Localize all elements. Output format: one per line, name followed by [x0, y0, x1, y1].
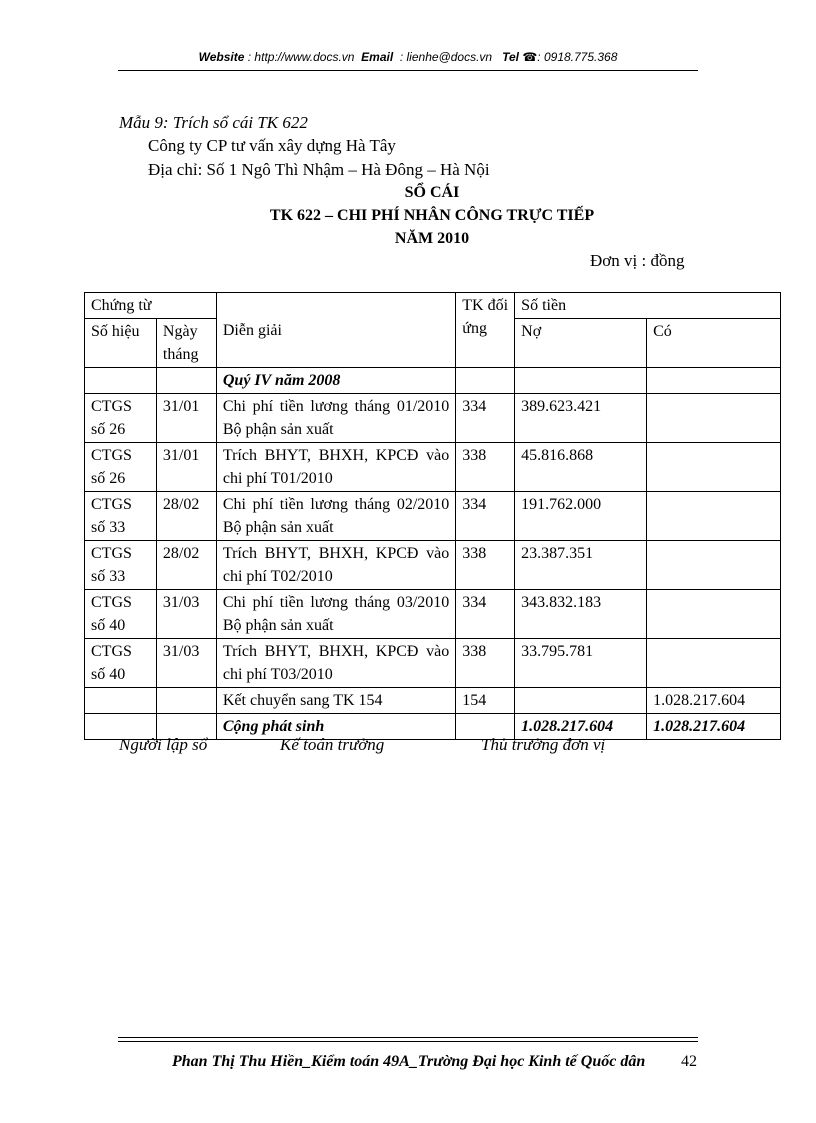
- debit-amount: 45.816.868: [515, 443, 647, 492]
- tel-value: : 0918.775.368: [537, 50, 618, 64]
- voucher-no: CTGS số 26: [85, 394, 157, 443]
- credit-amount: [647, 541, 781, 590]
- description: Trích BHYT, BHXH, KPCĐ vào chi phí T03/2010: [216, 639, 455, 688]
- footer-divider: [118, 1041, 698, 1042]
- total-label: Cộng phát sinh: [216, 714, 455, 740]
- section-row: [85, 368, 781, 394]
- contra-account: 334: [456, 394, 515, 443]
- description: Trích BHYT, BHXH, KPCĐ vào chi phí T01/2010: [216, 443, 455, 492]
- form-label: Mẫu 9: Trích sổ cái TK 622: [119, 113, 308, 132]
- voucher-date: 31/01: [156, 443, 216, 492]
- table-row: [85, 492, 781, 541]
- voucher-date: 31/01: [156, 394, 216, 443]
- contra-account: 338: [456, 639, 515, 688]
- header-contra-account: TK đối ứng: [456, 293, 515, 368]
- contra-account: 334: [456, 590, 515, 639]
- document-year: NĂM 2010: [394, 230, 470, 247]
- description: Chi phí tiền lương tháng 02/2010 Bộ phận sản xuất: [216, 492, 455, 541]
- header-voucher-no: Số hiệu: [85, 319, 157, 368]
- transfer-credit: 1.028.217.604: [647, 688, 781, 714]
- ledger-table: [84, 292, 781, 740]
- transfer-debit: [515, 688, 647, 714]
- debit-amount: 389.623.421: [515, 394, 647, 443]
- credit-amount: [647, 590, 781, 639]
- description: Chi phí tiền lương tháng 03/2010 Bộ phận sản xuất: [216, 590, 455, 639]
- table-row: [85, 443, 781, 492]
- signature-preparer: Người lập sổ: [119, 735, 208, 754]
- section-label: Quý IV năm 2008: [216, 368, 455, 394]
- table-row: [85, 639, 781, 688]
- debit-amount: 33.795.781: [515, 639, 647, 688]
- voucher-date: 28/02: [156, 541, 216, 590]
- header-description: Diễn giải: [216, 293, 455, 368]
- description: Trích BHYT, BHXH, KPCĐ vào chi phí T02/2010: [216, 541, 455, 590]
- tel-label: Tel: [502, 50, 519, 64]
- debit-amount: 343.832.183: [515, 590, 647, 639]
- transfer-row: [85, 688, 781, 714]
- total-credit: 1.028.217.604: [647, 714, 781, 740]
- voucher-no: CTGS số 40: [85, 590, 157, 639]
- contra-account: 338: [456, 541, 515, 590]
- contra-account: 334: [456, 492, 515, 541]
- header-divider: [118, 70, 698, 71]
- header-debit: Nợ: [515, 319, 647, 368]
- header-amount: Số tiền: [515, 293, 781, 319]
- voucher-no: CTGS số 33: [85, 492, 157, 541]
- header-voucher-date: Ngày tháng: [156, 319, 216, 368]
- header-voucher: Chứng từ: [85, 293, 217, 319]
- voucher-date: 31/03: [156, 590, 216, 639]
- signature-head-of-unit: Thủ trưởng đơn vị: [481, 735, 606, 754]
- signature-chief-accountant: Kế toán trưởng: [280, 735, 385, 754]
- voucher-no: CTGS số 33: [85, 541, 157, 590]
- credit-amount: [647, 443, 781, 492]
- phone-icon: ☎: [522, 50, 538, 64]
- website-label: Website: [198, 50, 245, 64]
- transfer-account: 154: [456, 688, 515, 714]
- email-label: Email: [361, 50, 394, 64]
- voucher-date: 31/03: [156, 639, 216, 688]
- voucher-date: 28/02: [156, 492, 216, 541]
- credit-amount: [647, 394, 781, 443]
- footer-divider: [118, 1037, 698, 1038]
- transfer-description: Kết chuyển sang TK 154: [216, 688, 455, 714]
- document-subtitle: TK 622 – CHI PHÍ NHÂN CÔNG TRỰC TIẾP: [269, 207, 595, 224]
- voucher-no: CTGS số 40: [85, 639, 157, 688]
- description: Chi phí tiền lương tháng 01/2010 Bộ phận sản xuất: [216, 394, 455, 443]
- website-value: : http://www.docs.vn: [247, 50, 355, 64]
- contra-account: 338: [456, 443, 515, 492]
- voucher-no: CTGS số 26: [85, 443, 157, 492]
- table-row: [85, 541, 781, 590]
- company-address: Địa chỉ: Số 1 Ngô Thì Nhậm – Hà Đông – Hà Nội: [148, 160, 490, 179]
- total-debit: 1.028.217.604: [515, 714, 647, 740]
- debit-amount: 191.762.000: [515, 492, 647, 541]
- header-credit: Có: [647, 319, 781, 368]
- page-number: 42: [681, 1053, 697, 1070]
- debit-amount: 23.387.351: [515, 541, 647, 590]
- page-header: [118, 50, 698, 64]
- currency-unit: Đơn vị : đồng: [590, 251, 685, 270]
- table-row: [85, 590, 781, 639]
- credit-amount: [647, 639, 781, 688]
- credit-amount: [647, 492, 781, 541]
- company-name: Công ty CP tư vấn xây dựng Hà Tây: [148, 136, 396, 155]
- document-title: SỔ CÁI: [404, 184, 460, 201]
- header-row-1: [85, 293, 781, 319]
- email-value: : lienhe@docs.vn: [399, 50, 493, 64]
- footer-author: Phan Thị Thu Hiền_Kiểm toán 49A_Trường Đại học Kinh tế Quốc dân: [172, 1053, 646, 1070]
- table-row: [85, 394, 781, 443]
